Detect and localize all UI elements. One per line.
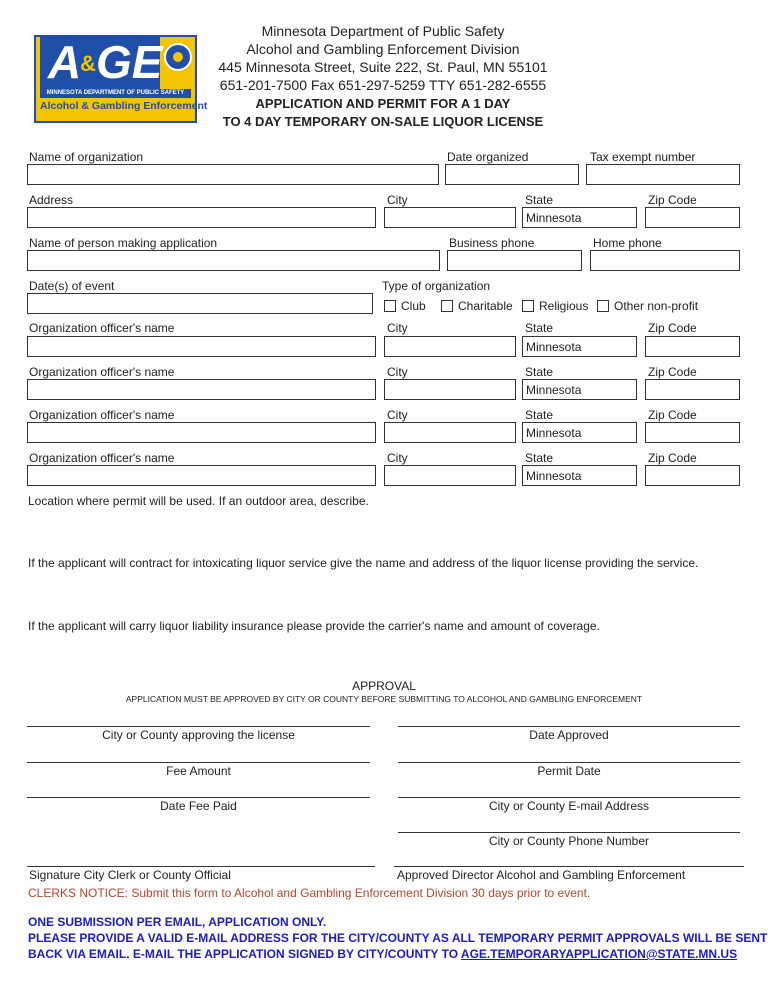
header-line-3: 445 Minnesota Street, Suite 222, St. Paul, MN 55101 <box>218 59 548 75</box>
officer-name-field[interactable] <box>27 336 376 357</box>
city-label: City <box>387 321 408 335</box>
officer-zip-field[interactable] <box>645 422 740 443</box>
tax-exempt-label: Tax exempt number <box>590 150 696 164</box>
state-label: State <box>525 451 554 465</box>
name-of-org-label: Name of organization <box>29 150 144 164</box>
zip-label: Zip Code <box>648 408 697 422</box>
city-label: City <box>387 365 408 379</box>
officer-name-field[interactable] <box>27 465 376 486</box>
city-label: City <box>387 193 408 207</box>
logo-ampersand: & <box>80 51 96 76</box>
officer-city-field[interactable] <box>384 336 516 357</box>
logo-letters-ge: GE <box>96 36 163 88</box>
officer-name-label: Organization officer's name <box>29 321 175 335</box>
contract-question: If the applicant will contract for intoxicating liquor service give the name and address of the liquor license providing the service. <box>28 556 699 570</box>
notice-line-3-text: BACK VIA EMAIL. E-MAIL THE APPLICATION SIGNED BY CITY/COUNTY TO <box>28 947 461 961</box>
state-label: State <box>525 408 554 422</box>
officer-city-field[interactable] <box>384 379 516 400</box>
phone-line[interactable] <box>398 832 740 833</box>
zip-label: Zip Code <box>648 451 697 465</box>
religious-checkbox[interactable] <box>522 300 534 312</box>
other-nonprofit-label: Other non-profit <box>614 299 699 313</box>
date-approved-label: Date Approved <box>529 728 609 742</box>
minnesota-seal-icon <box>164 43 192 71</box>
insurance-question: If the applicant will carry liquor liability insurance please provide the carrier's name and amount of coverage. <box>28 619 600 633</box>
other-nonprofit-checkbox[interactable] <box>597 300 609 312</box>
business-phone-label: Business phone <box>449 236 535 250</box>
zip-label: Zip Code <box>648 321 697 335</box>
city-county-line[interactable] <box>27 726 370 727</box>
charitable-checkbox[interactable] <box>441 300 453 312</box>
phone-label: City or County Phone Number <box>488 834 650 848</box>
title-line-1: APPLICATION AND PERMIT FOR A 1 DAY <box>255 96 511 111</box>
officer-name-label: Organization officer's name <box>29 451 175 465</box>
date-organized-field[interactable] <box>445 164 579 185</box>
clerk-signature-label: Signature City Clerk or County Official <box>29 868 231 882</box>
notice-line-2: PLEASE PROVIDE A VALID E-MAIL ADDRESS FOR THE CITY/COUNTY AS ALL TEMPORARY PERMIT APPROVALS WILL BE SENT <box>28 931 768 945</box>
email-label: City or County E-mail Address <box>488 799 650 813</box>
logo-subtitle: Alcohol & Gambling Enforcement <box>40 100 208 112</box>
officer-state-field[interactable]: Minnesota <box>522 379 637 400</box>
officer-zip-field[interactable] <box>645 336 740 357</box>
religious-label: Religious <box>539 299 589 313</box>
header-line-4: 651-201-7500 Fax 651-297-5259 TTY 651-282-6555 <box>219 77 547 93</box>
age-logo <box>34 35 208 123</box>
permit-date-label: Permit Date <box>537 764 601 778</box>
charitable-label: Charitable <box>458 299 513 313</box>
city-label: City <box>387 451 408 465</box>
officer-name-label: Organization officer's name <box>29 408 175 422</box>
city-field[interactable] <box>384 207 516 228</box>
director-signature-label: Approved Director Alcohol and Gambling Enforcement <box>397 868 686 882</box>
director-signature-line[interactable] <box>394 866 744 867</box>
location-question: Location where permit will be used. If an outdoor area, describe. <box>28 494 369 508</box>
email-line[interactable] <box>398 797 740 798</box>
dates-of-event-label: Date(s) of event <box>29 279 115 293</box>
name-of-org-field[interactable] <box>27 164 439 185</box>
club-checkbox[interactable] <box>384 300 396 312</box>
tax-exempt-field[interactable] <box>586 164 740 185</box>
permit-date-line[interactable] <box>398 762 740 763</box>
notice-line-3 <box>28 947 737 961</box>
officer-zip-field[interactable] <box>645 465 740 486</box>
logo-letter-a: A <box>48 36 82 88</box>
state-label: State <box>525 365 554 379</box>
officer-zip-field[interactable] <box>645 379 740 400</box>
applicant-name-label: Name of person making application <box>29 236 218 250</box>
officer-state-field[interactable]: Minnesota <box>522 422 637 443</box>
clerks-notice: CLERKS NOTICE: Submit this form to Alcohol and Gambling Enforcement Division 30 days prior to event. <box>28 886 591 900</box>
date-fee-paid-line[interactable] <box>27 797 370 798</box>
fee-amount-label: Fee Amount <box>166 764 231 778</box>
title-line-2: TO 4 DAY TEMPORARY ON-SALE LIQUOR LICENSE <box>222 114 544 129</box>
state-label: State <box>525 321 554 335</box>
date-approved-line[interactable] <box>398 726 740 727</box>
club-label: Club <box>401 299 426 313</box>
home-phone-field[interactable] <box>590 250 740 271</box>
officer-state-field[interactable]: Minnesota <box>522 336 637 357</box>
officer-city-field[interactable] <box>384 465 516 486</box>
officer-city-field[interactable] <box>384 422 516 443</box>
email-link[interactable]: AGE.TEMPORARYAPPLICATION@STATE.MN.US <box>460 947 738 961</box>
zip-label: Zip Code <box>648 193 697 207</box>
applicant-name-field[interactable] <box>27 250 440 271</box>
clerk-signature-line[interactable] <box>27 866 375 867</box>
officer-name-field[interactable] <box>27 422 376 443</box>
officer-name-field[interactable] <box>27 379 376 400</box>
city-county-label: City or County approving the license <box>102 728 295 742</box>
state-field[interactable]: Minnesota <box>522 207 637 228</box>
logo-banner: MINNESOTA DEPARTMENT OF PUBLIC SAFETY <box>40 89 191 98</box>
state-label: State <box>525 193 554 207</box>
business-phone-field[interactable] <box>447 250 582 271</box>
fee-amount-line[interactable] <box>27 762 370 763</box>
zip-field[interactable] <box>645 207 740 228</box>
approval-heading: APPROVAL <box>352 679 416 693</box>
type-of-org-label: Type of organization <box>382 279 491 293</box>
approval-note: APPLICATION MUST BE APPROVED BY CITY OR COUNTY BEFORE SUBMITTING TO ALCOHOL AND GAMBLING ENFORCEMENT <box>125 694 643 704</box>
city-label: City <box>387 408 408 422</box>
header-line-1: Minnesota Department of Public Safety <box>261 23 505 39</box>
address-label: Address <box>29 193 74 207</box>
date-fee-paid-label: Date Fee Paid <box>160 799 237 813</box>
address-field[interactable] <box>27 207 376 228</box>
officer-state-field[interactable]: Minnesota <box>522 465 637 486</box>
home-phone-label: Home phone <box>593 236 662 250</box>
officer-name-label: Organization officer's name <box>29 365 175 379</box>
date-organized-label: Date organized <box>447 150 529 164</box>
dates-of-event-field[interactable] <box>27 293 373 314</box>
zip-label: Zip Code <box>648 365 697 379</box>
notice-line-1: ONE SUBMISSION PER EMAIL, APPLICATION ONLY. <box>28 915 327 929</box>
header-line-2: Alcohol and Gambling Enforcement Division <box>246 41 520 57</box>
